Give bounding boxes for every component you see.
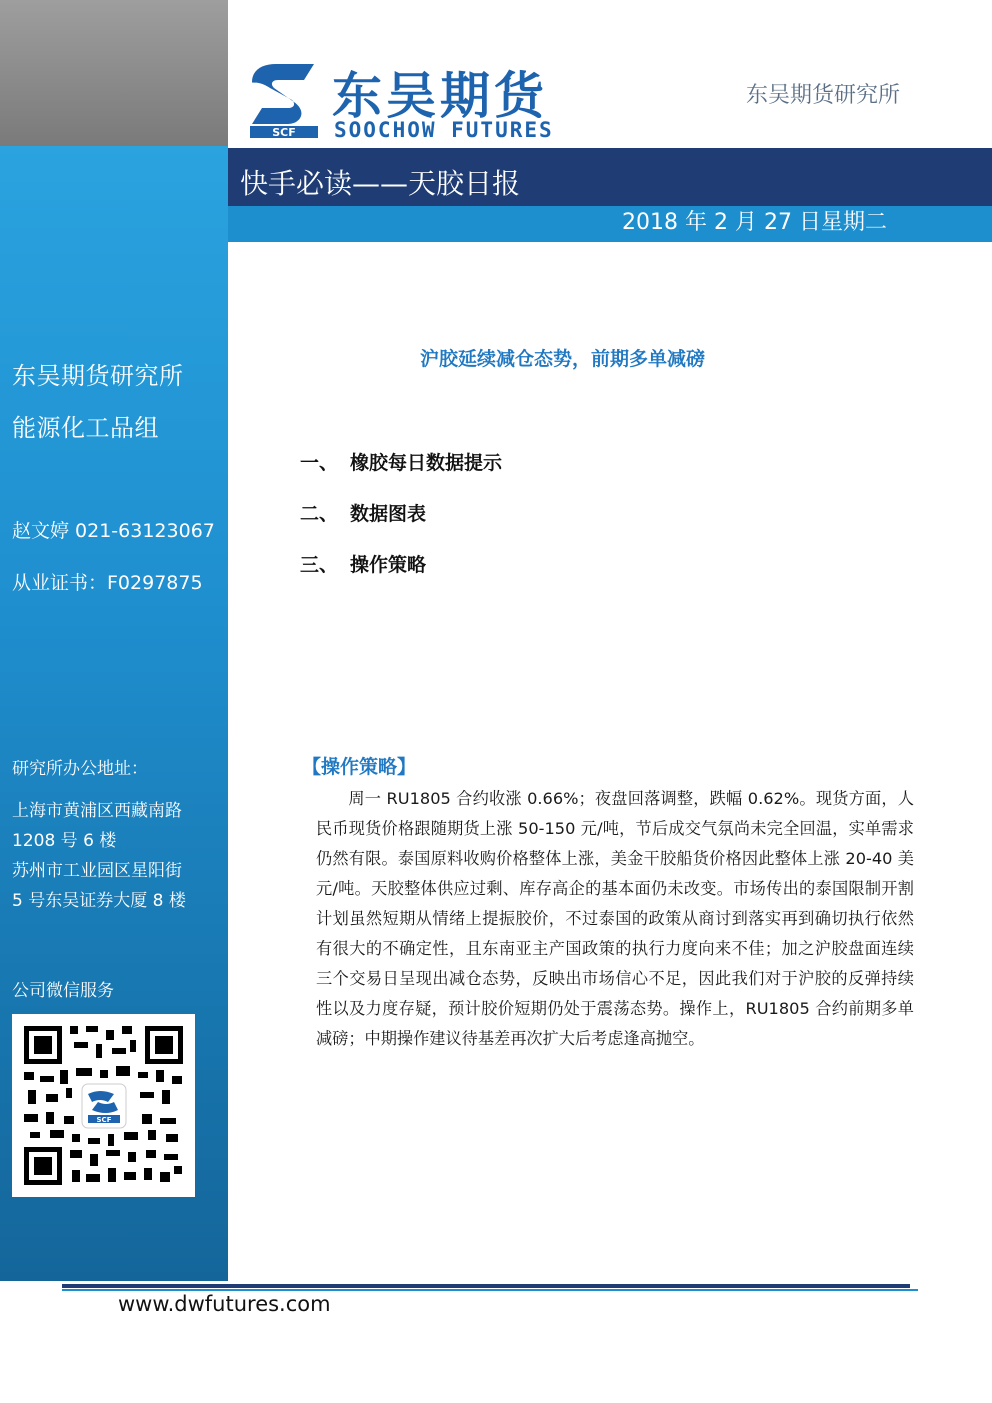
toc-item bbox=[300, 499, 426, 526]
sidebar-wechat-label: 公司微信服务 bbox=[12, 981, 114, 1001]
footer-divider-navy bbox=[62, 1284, 910, 1288]
logo-mark-text: SCF bbox=[272, 126, 296, 138]
address-line: 上海市黄浦区西藏南路 bbox=[12, 801, 182, 821]
strategy-section-label: 【操作策略】 bbox=[302, 756, 417, 778]
footer-divider-blue bbox=[62, 1289, 918, 1291]
logo-english-name: SOOCHOW FUTURES bbox=[334, 118, 554, 142]
report-date: 2018 年 2 月 27 日星期二 bbox=[622, 210, 887, 235]
strategy-body-text: 周一 RU1805 合约收涨 0.66%；夜盘回落调整，跌幅 0.62%。现货方面，人民币现货价格跟随期货上涨 50-150 元/吨，节后成交气氛尚未完全回温，实单需求仍然有限。泰国原料收购价格整体上涨，美金干胶船货价格因此整体上涨 20-40 美元/吨。天胶整体供应过剩、库存高企的基本面仍未改变。市场传出的泰国限制开割计划虽然短期从情绪上提振胶价，不过泰国的政策从商讨到落实再到确切执行依然有很大的不确定性，且东南亚主产国政策的执行力度向来不佳；加之沪胶盘面连续三个交易日呈现出减仓态势，反映出市场信心不足，因此我们对于沪胶的反弹持续性以及力度存疑，预计胶价短期仍处于震荡态势。操作上，RU1805 合约前期多单减磅；中期操作建议待基差再次扩大后考虑逢高抛空。 bbox=[316, 789, 914, 1048]
toc-label: 操作策略 bbox=[350, 554, 427, 576]
sidebar-cert: 从业证书：F0297875 bbox=[12, 572, 203, 594]
header-gray-block bbox=[0, 0, 228, 146]
toc-number: 一、 bbox=[300, 452, 339, 474]
sidebar-org: 东吴期货研究所 bbox=[12, 362, 184, 390]
toc-item bbox=[300, 448, 502, 475]
toc-item bbox=[300, 550, 426, 577]
qr-code-icon bbox=[20, 1022, 187, 1189]
wechat-qr-code bbox=[12, 1014, 195, 1197]
scf-logo-icon bbox=[248, 62, 320, 138]
address-line: 1208 号 6 楼 bbox=[12, 831, 117, 851]
footer-website-link[interactable]: www.dwfutures.com bbox=[118, 1292, 331, 1316]
address-line: 苏州市工业园区星阳街 bbox=[12, 861, 182, 881]
logo-chinese-name: 东吴期货 bbox=[332, 67, 548, 125]
sidebar-address-label: 研究所办公地址： bbox=[12, 759, 148, 779]
sidebar-group: 能源化工品组 bbox=[12, 414, 159, 442]
report-headline: 沪胶延续减仓态势，前期多单减磅 bbox=[420, 348, 706, 370]
sidebar bbox=[0, 146, 228, 1281]
toc-label: 橡胶每日数据提示 bbox=[350, 452, 503, 474]
qr-logo-text: SCF bbox=[96, 1116, 112, 1124]
sidebar-analyst: 赵文婷 021-63123067 bbox=[12, 520, 215, 542]
toc-number: 二、 bbox=[300, 503, 339, 525]
toc-label: 数据图表 bbox=[350, 503, 427, 525]
header-org: 东吴期货研究所 bbox=[746, 83, 901, 108]
report-title: 快手必读——天胶日报 bbox=[240, 167, 521, 200]
toc-number: 三、 bbox=[300, 554, 339, 576]
sidebar-address bbox=[12, 796, 186, 916]
address-line: 5 号东吴证券大厦 8 楼 bbox=[12, 891, 186, 911]
